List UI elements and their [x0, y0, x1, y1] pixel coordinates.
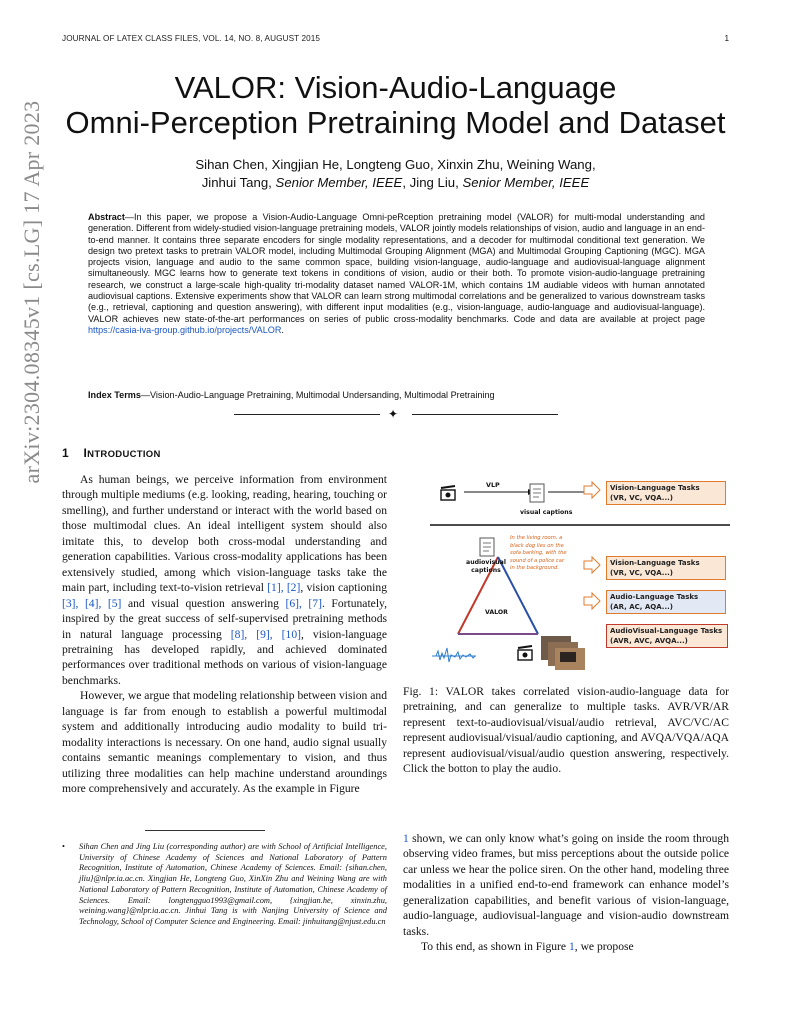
vlp-label: VLP	[486, 481, 500, 489]
p1-text-c: and visual question answering	[121, 596, 286, 610]
task-box-audiovisual-language	[606, 624, 728, 648]
divider-right-line	[412, 414, 558, 415]
video-icon-bottom[interactable]	[518, 646, 532, 660]
figure-1	[430, 472, 730, 672]
caption-text: VALOR takes correlated vision-audio-language data for pretraining, and can generalize to multiple tasks. AVR/VR/AR represent text-to-audiovisual/visual/audio retrieval, AVC/VC/AC represent audiovisual/visual/audio captioning, and AVQA/VQA/AQA represent audiovisual/visual/audio question answering, respectively. Click the botton to play the audio.	[403, 685, 730, 776]
task-sub: (AR, AC, AQA...)	[610, 603, 673, 611]
valor-label: VALOR	[485, 609, 508, 616]
right-p2-end: , we propose	[574, 940, 634, 954]
project-link[interactable]: https://casia-iva-group.github.io/projects/VALOR	[88, 324, 282, 335]
task-name: Vision-Language Tasks	[610, 559, 700, 567]
paper-title	[0, 70, 791, 140]
p1-text-e: , vision-language pretraining has developed rapidly, and achieved dominated performances over traditional methods on various of vision-language benchmarks.	[62, 627, 387, 687]
figure-caption	[403, 684, 729, 777]
authors-line-2	[0, 174, 791, 192]
section-title-rest: NTRODUCTION	[87, 449, 161, 460]
index-terms-text: —Vision-Audio-Language Pretraining, Multimodal Undersanding, Multimodal Pretraining	[140, 390, 495, 400]
task-name: Vision-Language Tasks	[610, 484, 700, 492]
caption-label: Fig. 1:	[403, 685, 439, 698]
page-number: 1	[724, 34, 729, 43]
title-line-1: VALOR: Vision-Audio-Language	[174, 70, 617, 105]
diamond-icon: ✦	[388, 407, 399, 421]
citation[interactable]: [6], [7]	[285, 596, 322, 610]
section-number: 1	[62, 446, 69, 460]
arrow-to-task-2	[584, 557, 600, 573]
p1-text-a: As human beings, we perceive information from environment through multiple mediums (e.g. looking, reading, hearing, touching or smelling), and further understand or interact with the world based on those multimodal clues. An ideal intelligent system should also imitate this, to develop both cross-modal understanding and generation capabilities. Various cross-modality applications has been extensively studied, among which vision-language tasks take the main part, including text-to-vision retrieval	[62, 473, 387, 595]
citation[interactable]: [8], [9], [10]	[230, 627, 301, 641]
author-list	[0, 156, 791, 192]
visual-captions-label: visual captions	[520, 509, 573, 516]
section-heading	[62, 446, 161, 460]
index-terms-label: Index Terms	[88, 390, 141, 400]
arrow-to-task-3	[584, 593, 600, 609]
task-box-vision-language-top	[606, 481, 726, 505]
intro-paragraph-2: However, we argue that modeling relationship between vision and language is far from enough to establish a powerful multimodal system and additionally introducing audio modality to build tri-modality interactions is necessary. On one hand, audio signal usually contains semantic meanings complementary to vision, and thus utilizing three modalities can help machine understand aroundings more comprehensively and accurately. As the example in Figure	[62, 689, 387, 796]
author-liu-title: Senior Member, IEEE	[462, 175, 590, 190]
citation[interactable]: [1], [2]	[267, 581, 301, 595]
right-paragraph-2	[403, 939, 729, 954]
audiovisual-captions-label: audiovisual captions	[466, 559, 506, 574]
audio-waveform[interactable]	[432, 648, 476, 662]
citation[interactable]: [3], [4], [5]	[62, 596, 122, 610]
abstract-label: Abstract	[88, 212, 125, 222]
document-icon-top	[530, 484, 544, 502]
task-name: Audio-Language Tasks	[610, 593, 699, 601]
author-liu: , Jing Liu,	[402, 175, 459, 190]
author-tang-title: Senior Member, IEEE	[275, 175, 403, 190]
affiliation-footnote	[62, 842, 387, 928]
figure-ref[interactable]: 1	[568, 940, 575, 954]
right-p2-text: To this end, as shown in Figure	[421, 940, 569, 954]
intro-paragraph-1	[62, 472, 387, 688]
video-icon-top[interactable]	[441, 486, 455, 500]
authors-line-1: Sihan Chen, Xingjian He, Longteng Guo, Xinxin Zhu, Weining Wang,	[195, 157, 596, 172]
running-header: JOURNAL OF LATEX CLASS FILES, VOL. 14, NO. 8, AUGUST 2015	[62, 34, 321, 43]
section-title-first: I	[83, 446, 88, 460]
footnote-rule	[145, 830, 265, 831]
example-caption: In the living room, a black dog lies on the sofa barking, with the sound of a police car in the background.	[510, 535, 567, 572]
right-column	[403, 831, 729, 955]
footnote-text: Sihan Chen and Jing Liu (corresponding author) are with School of Artificial Intelligence, University of Chinese Academy of Sciences and National Laboratory of Pattern Recognition, Institute of Automation, Chinese Academy of Sciences. Email: {sihan.chen, jliu}@nlpr.ia.ac.cn. Xingjian He, Longteng Guo, XinXin Zhu and Weining Wang are with National Laboratory of Pattern Recognition, Institute of Automation, Chinese Academy of Sciences. Email: longtengguo1993@gmail.com, {xingjian.he, xinxin.zhu, weining.wang}@nlpr.ia.ac.cn. Jinhui Tang is with Nanjing University of Science and Technology, School of Computer Science and Engineering. Email: jinhuitang@njust.edu.cn	[79, 842, 387, 926]
section-divider	[234, 407, 558, 421]
p1-text-d: . Fortunately, inspired by the great success of self-supervised pretraining methods in natural language processing	[62, 596, 387, 641]
task-sub: (VR, VC, VQA...)	[610, 494, 673, 502]
bullet-icon: •	[62, 842, 65, 851]
left-column	[62, 472, 387, 797]
task-box-vision-language	[606, 556, 726, 580]
task-sub: (AVR, AVC, AVQA...)	[610, 637, 688, 645]
abstract-end: .	[281, 324, 284, 335]
arxiv-stamp: arXiv:2304.08345v1 [cs.LG] 17 Apr 2023	[19, 100, 44, 484]
arrow-to-task-1	[584, 482, 600, 498]
abstract	[88, 212, 705, 336]
author-tang: Jinhui Tang,	[201, 175, 272, 190]
task-sub: (VR, VC, VQA...)	[610, 569, 673, 577]
task-box-audio-language	[606, 590, 726, 614]
right-paragraph-1	[403, 831, 729, 939]
title-line-2: Omni-Perception Pretraining Model and Dataset	[65, 105, 726, 140]
p1-text-b: , vision captioning	[300, 581, 387, 595]
figure-ref[interactable]: 1	[403, 832, 409, 845]
document-icon-middle	[480, 538, 494, 556]
right-p1-text: shown, we can only know what’s going on inside the room through observing video frames, but miss perceptions about the outside police car unless we hear the police siren. On the other hand, modeling three modalities in a unified end-to-end framework can enhance model’s generalization capabilities, and benefit various of vision-language, audio-language, audiovisual-language and vision-audio downstream tasks.	[403, 832, 729, 938]
abstract-text: —In this paper, we propose a Vision-Audio-Language Omni-peRception pretraining model (VALOR) for multi-modal understanding and generation. Different from widely-studied vision-language pretraining models, VALOR jointly models relationships of vision, audio and language in an end-to-end manner. It contains three separate encoders for single modality representations, and a decoder for multimodal conditional text generation. We design two pretext tasks to pretrain VALOR model, including Multimodal Grouping Alignment (MGA) and Multimodal Grouping Captioning (MGC). MGA projects vision, language and audio to the same common space, building vision-language, audio-language and audiovisual-language alignment simultaneously. MGC learns how to generate text tokens in conditions of vision, audio or their both. To promote vision-audio-language pretraining research, we construct a large-scale high-quality tri-modality dataset named VALOR-1M, which contains 1M audiable videos with human annotated audiovisual captions. Extensive experiments show that VALOR can learn strong multimodal correlations and be generalized to various downstream tasks (e.g., retrieval, captioning and question answering), with different input modalities (e.g., vision-language, audio-language and audiovisual-language). VALOR achieves new state-of-the-art performances on series of public cross-modality benchmarks. Code and data are available at project page	[88, 212, 705, 324]
task-name: AudioVisual-Language Tasks	[610, 627, 723, 635]
index-terms	[88, 390, 705, 400]
divider-left-line	[234, 414, 380, 415]
video-frames	[541, 636, 585, 670]
